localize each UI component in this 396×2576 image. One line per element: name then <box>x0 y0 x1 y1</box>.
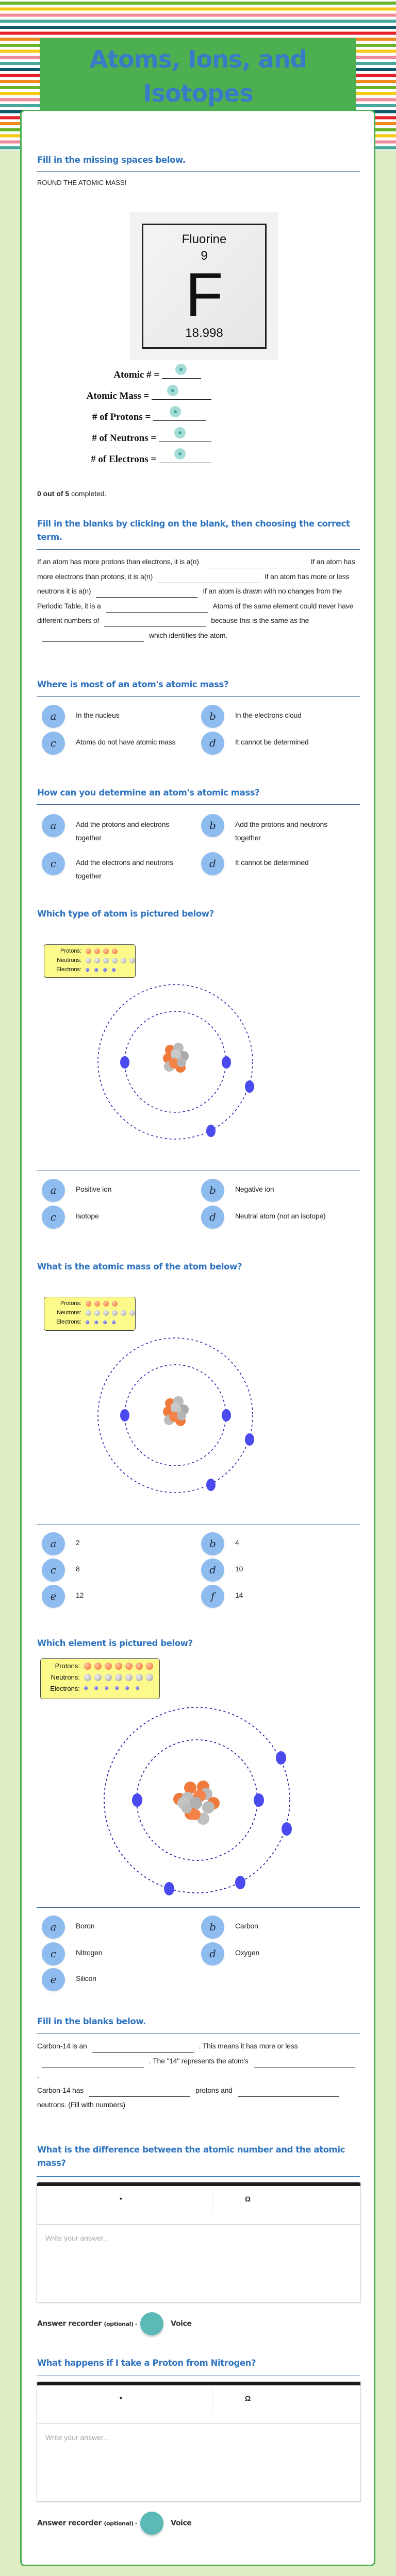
nucleus <box>163 1043 189 1073</box>
element-symbol: F <box>185 260 223 329</box>
option-letter-bubble[interactable]: c <box>42 732 65 755</box>
legend-neutron-dot <box>136 1674 143 1681</box>
legend-proton-dot <box>112 1301 118 1307</box>
legend-proton-dot <box>115 1663 122 1670</box>
legend-proton-dot <box>105 1663 112 1670</box>
option-c[interactable] <box>42 1942 196 1966</box>
legend-label: Electrons: <box>56 1319 81 1325</box>
paragraph-text: because this is the same as the <box>211 616 309 624</box>
legend-label: Protons: <box>60 948 81 954</box>
option-text: 10 <box>235 1565 243 1573</box>
legend-neutron-dot <box>121 1310 126 1316</box>
atom-diagram <box>93 1332 263 1502</box>
option-text: Add the protons and electrons together <box>76 820 169 842</box>
option-letter-bubble[interactable]: b <box>201 1532 224 1555</box>
option-a[interactable] <box>42 705 196 728</box>
electrons <box>120 1056 254 1137</box>
legend-label: Electrons: <box>50 1685 80 1692</box>
legend-proton-dot <box>84 1663 91 1670</box>
option-letter-bubble[interactable]: b <box>201 1179 224 1202</box>
legend-proton-dot <box>112 948 118 954</box>
paragraph-text: Carbon-14 is an <box>37 2042 87 2050</box>
option-c[interactable] <box>42 1206 196 1229</box>
field-electrons <box>91 453 211 465</box>
option-b[interactable] <box>201 1179 356 1202</box>
legend-electron-dot <box>94 968 98 972</box>
option-letter-bubble[interactable]: a <box>42 1916 65 1939</box>
divider <box>37 2033 360 2034</box>
legend-label: Neutrons: <box>57 957 81 963</box>
drop-target-dot-icon[interactable] <box>167 385 178 396</box>
question-heading: Fill in the blanks by clicking on the blank, then choosing the correct term. <box>37 519 350 542</box>
legend-row-electrons <box>44 1318 135 1326</box>
question-heading: What happens if I take a Proton from Nitrogen? <box>37 2358 256 2368</box>
option-text: Negative ion <box>235 1185 274 1193</box>
legend-neutron-dot <box>146 1674 153 1681</box>
legend-electron-dot <box>94 1320 98 1324</box>
element-name: Fluorine <box>182 232 227 246</box>
option-letter-bubble[interactable]: a <box>42 1532 65 1555</box>
atom-diagram <box>93 979 263 1149</box>
editor-top-bar <box>37 2382 360 2385</box>
legend-electron-dot <box>112 1320 116 1324</box>
field-protons <box>92 411 206 423</box>
option-letter-bubble[interactable]: a <box>42 705 65 728</box>
answer-textarea[interactable] <box>37 2225 360 2302</box>
divider <box>37 696 360 697</box>
legend-row-neutrons <box>44 956 135 964</box>
fill-in-paragraph <box>37 2039 361 2112</box>
option-letter-bubble[interactable]: d <box>201 732 224 755</box>
progress-count: 0 out of 5 <box>37 489 70 498</box>
drop-target-dot-icon[interactable] <box>174 427 186 438</box>
legend-label: Protons: <box>60 1300 81 1307</box>
paragraph-text: which identifies the atom. <box>149 631 227 639</box>
option-text: Add the electrons and neutrons together <box>76 858 173 880</box>
toolbar-separator <box>212 2388 213 2412</box>
legend-neutron-dot <box>94 958 100 963</box>
option-c[interactable] <box>42 852 196 880</box>
legend-neutron-dot <box>112 958 118 963</box>
electrons <box>120 1409 254 1491</box>
option-a[interactable] <box>42 1532 196 1556</box>
editor-top-bar <box>37 2182 360 2186</box>
legend-neutron-dot <box>115 1674 122 1681</box>
option-text: In the electrons cloud <box>235 711 302 719</box>
option-text: Atoms do not have atomic mass <box>76 738 176 746</box>
option-letter-bubble[interactable]: d <box>201 852 224 875</box>
option-letter-bubble[interactable]: d <box>201 1558 224 1582</box>
drop-target[interactable] <box>159 432 211 442</box>
format-dropdown-caret-icon[interactable]: ▼ <box>119 2396 123 2401</box>
legend-electron-dot <box>94 1686 98 1690</box>
toolbar-separator <box>212 2189 213 2212</box>
legend-proton-dot <box>136 1663 143 1670</box>
legend-row-neutrons <box>44 1309 135 1317</box>
legend-electron-dot <box>103 968 107 972</box>
legend-label: Protons: <box>55 1662 80 1670</box>
legend-row-neutrons <box>41 1672 159 1683</box>
paragraph-text: If an atom has more protons than electrons, it is a(n) <box>37 557 199 566</box>
legend-electron-dot <box>103 1320 107 1324</box>
question-heading: Fill in the missing spaces below. <box>37 155 186 165</box>
option-letter-bubble[interactable]: e <box>42 1585 65 1608</box>
paragraph-text: If an atom has more electrons than protons, it is a(n) <box>37 557 355 581</box>
legend-proton-dot <box>86 948 91 954</box>
blank-input[interactable] <box>89 2086 190 2097</box>
option-letter-bubble[interactable]: c <box>42 1558 65 1582</box>
legend-neutron-dot <box>86 1310 91 1316</box>
legend-electron-dot <box>84 1686 88 1690</box>
option-c[interactable] <box>42 732 196 755</box>
option-letter-bubble[interactable]: b <box>201 1916 224 1939</box>
option-text: Positive ion <box>76 1185 112 1193</box>
paragraph-text: neutrons. (Fill with numbers) <box>37 2100 125 2109</box>
blank-dropdown[interactable] <box>254 2057 355 2067</box>
legend-proton-dot <box>94 1301 100 1307</box>
legend-proton-dot <box>86 1301 91 1307</box>
rich-text-editor <box>37 2182 361 2302</box>
option-letter-bubble[interactable]: c <box>42 852 65 875</box>
blank-dropdown[interactable] <box>106 602 208 613</box>
option-letter-bubble[interactable]: a <box>42 814 65 837</box>
question-heading: Fill in the blanks below. <box>37 2016 146 2026</box>
blank-dropdown[interactable] <box>92 2042 194 2053</box>
paragraph-text: . The "14" represents the atom's <box>149 2056 249 2065</box>
option-d[interactable] <box>201 852 356 876</box>
option-text: Neutral atom (not an isotope) <box>235 1212 326 1220</box>
field-atomic-mass <box>87 390 211 402</box>
paragraph-text: Carbon-14 has <box>37 2086 84 2094</box>
blank-dropdown[interactable] <box>204 557 306 568</box>
legend-neutron-dot <box>84 1674 91 1681</box>
option-text: Nitrogen <box>76 1948 103 1957</box>
blank-dropdown[interactable] <box>96 587 197 598</box>
option-f[interactable] <box>201 1585 356 1608</box>
legend-neutron-dot <box>86 958 91 963</box>
option-letter-bubble[interactable]: c <box>42 1206 65 1229</box>
particle-legend <box>44 1297 136 1331</box>
legend-electron-dot <box>125 1686 129 1690</box>
divider <box>37 549 360 550</box>
option-text: 8 <box>76 1565 80 1573</box>
progress-status <box>37 489 107 498</box>
option-text: Boron <box>76 1922 95 1930</box>
voice-record-button[interactable] <box>140 2312 163 2335</box>
special-character-button[interactable]: Ω <box>245 2394 251 2402</box>
legend-row-protons <box>44 1299 135 1308</box>
legend-neutron-dot <box>103 958 109 963</box>
field-label: # of Neutrons = <box>92 433 157 444</box>
option-text: Silicon <box>76 1974 96 1982</box>
legend-neutron-dot <box>121 958 126 963</box>
option-d[interactable] <box>201 1558 356 1582</box>
option-b[interactable] <box>201 1916 356 1939</box>
option-text: 4 <box>235 1538 239 1547</box>
legend-neutron-dot <box>129 958 135 963</box>
legend-electron-dot <box>112 968 116 972</box>
paragraph-text: . <box>37 2071 39 2079</box>
special-character-button[interactable]: Ω <box>245 2195 251 2203</box>
legend-row-protons <box>41 1661 159 1671</box>
editor-toolbar <box>37 2385 360 2424</box>
progress-suffix: completed. <box>69 489 107 498</box>
particle-legend <box>40 1658 160 1699</box>
option-text: Carbon <box>235 1922 258 1930</box>
page-title: Atoms, Ions, and Isotopes <box>89 45 307 107</box>
option-text: Isotope <box>76 1212 99 1220</box>
title-banner <box>40 38 356 115</box>
nucleus <box>173 1781 220 1825</box>
legend-proton-dot <box>103 1301 109 1307</box>
option-text: Add the protons and neutrons together <box>235 820 327 842</box>
particle-legend <box>44 944 136 978</box>
legend-neutron-dot <box>105 1674 112 1681</box>
legend-proton-dot <box>103 948 109 954</box>
question-heading: Where is most of an atom's atomic mass? <box>37 680 229 689</box>
legend-neutron-dot <box>112 1310 118 1316</box>
divider <box>37 171 360 172</box>
legend-neutron-dot <box>94 1310 100 1316</box>
legend-row-electrons <box>44 965 135 974</box>
blank-input[interactable] <box>238 2086 339 2097</box>
option-text: It cannot be determined <box>235 738 309 746</box>
question-heading: Which element is pictured below? <box>37 1638 193 1648</box>
paragraph-text: Atoms of the same element could never have different numbers of <box>37 601 354 624</box>
blank-dropdown[interactable] <box>42 2057 144 2067</box>
legend-label: Neutrons: <box>51 1673 80 1681</box>
paragraph-text: If an atom has more or less neutrons it is a(n) <box>37 572 350 595</box>
legend-electron-dot <box>86 1320 89 1324</box>
option-letter-bubble[interactable]: d <box>201 1942 224 1965</box>
legend-row-protons <box>44 947 135 955</box>
blank-dropdown[interactable] <box>158 572 259 583</box>
field-atomic-number <box>113 369 201 381</box>
element-number: 9 <box>201 249 208 263</box>
option-d[interactable] <box>201 732 356 755</box>
drop-target-dot-icon[interactable] <box>174 448 186 460</box>
nucleus <box>163 1396 189 1426</box>
option-letter-bubble[interactable]: c <box>42 1942 65 1965</box>
option-text: In the nucleus <box>76 711 120 719</box>
option-a[interactable] <box>42 1179 196 1202</box>
electrons <box>132 1751 292 1895</box>
voice-record-button[interactable] <box>140 2512 163 2535</box>
drop-target-dot-icon[interactable] <box>170 406 181 417</box>
paragraph-text: . This means it has more or less <box>199 2042 298 2050</box>
format-dropdown-caret-icon[interactable]: ▼ <box>119 2196 123 2201</box>
legend-electron-dot <box>105 1686 108 1690</box>
field-label: # of Electrons = <box>91 454 157 465</box>
legend-label: Neutrons: <box>57 1310 81 1316</box>
recorder-label: Answer recorder <box>37 2519 102 2528</box>
recorder-optional-label: (optional) - <box>104 2320 138 2328</box>
answer-recorder <box>37 2512 191 2535</box>
option-letter-bubble[interactable]: e <box>42 1968 65 1991</box>
option-a[interactable] <box>42 814 196 842</box>
instruction-text: ROUND THE ATOMIC MASS! <box>37 179 127 187</box>
paragraph-text: protons and <box>195 2086 233 2094</box>
legend-neutron-dot <box>103 1310 109 1316</box>
fill-in-paragraph <box>37 554 361 642</box>
drop-target[interactable] <box>162 369 201 379</box>
option-letter-bubble[interactable]: b <box>201 814 224 837</box>
option-text: It cannot be determined <box>235 858 309 867</box>
option-e[interactable] <box>42 1968 196 1992</box>
field-neutrons <box>92 432 211 444</box>
drop-target[interactable] <box>159 453 211 463</box>
element-mass: 18.998 <box>185 326 223 340</box>
option-b[interactable] <box>201 705 356 728</box>
answer-textarea[interactable] <box>37 2424 360 2501</box>
legend-neutron-dot <box>94 1674 102 1681</box>
question-heading: What is the difference between the atomic number and the atomic mass? <box>37 2145 345 2168</box>
option-letter-bubble[interactable]: b <box>201 705 224 728</box>
option-b[interactable] <box>201 814 356 842</box>
option-b[interactable] <box>201 1532 356 1556</box>
option-a[interactable] <box>42 1916 196 1939</box>
answer-recorder <box>37 2312 191 2335</box>
rich-text-editor <box>37 2381 361 2502</box>
editor-toolbar <box>37 2186 360 2225</box>
option-d[interactable] <box>201 1942 356 1966</box>
divider <box>37 804 360 805</box>
legend-proton-dot <box>125 1663 133 1670</box>
option-d[interactable] <box>201 1206 356 1229</box>
legend-electron-dot <box>136 1686 139 1690</box>
field-label: Atomic Mass = <box>86 391 150 401</box>
voice-label: Voice <box>171 2319 192 2328</box>
legend-proton-dot <box>94 948 100 954</box>
option-letter-bubble[interactable]: d <box>201 1206 224 1229</box>
option-letter-bubble[interactable]: a <box>42 1179 65 1202</box>
drop-target[interactable] <box>152 390 211 400</box>
drop-target[interactable] <box>153 411 206 421</box>
blank-dropdown[interactable] <box>104 616 206 627</box>
blank-dropdown[interactable] <box>42 631 144 642</box>
option-letter-bubble[interactable]: f <box>201 1585 224 1608</box>
recorder-label: Answer recorder <box>37 2319 102 2328</box>
legend-proton-dot <box>94 1663 102 1670</box>
legend-row-electrons <box>41 1684 159 1694</box>
recorder-optional-label: (optional) - <box>104 2520 138 2527</box>
option-c[interactable] <box>42 1558 196 1582</box>
option-text: 2 <box>76 1538 80 1547</box>
legend-neutron-dot <box>125 1674 133 1681</box>
option-text: 12 <box>76 1591 84 1599</box>
atom-diagram <box>99 1702 295 1898</box>
legend-label: Electrons: <box>56 967 81 973</box>
legend-electron-dot <box>115 1686 119 1690</box>
option-text: Oxygen <box>235 1948 260 1957</box>
element-tile-image <box>130 212 278 360</box>
paragraph-text: If an atom is drawn with no changes from the Periodic Table, it is a <box>37 587 342 610</box>
voice-label: Voice <box>171 2519 192 2528</box>
legend-electron-dot <box>86 968 89 972</box>
field-label: # of Protons = <box>92 412 151 422</box>
divider <box>37 2176 360 2177</box>
question-heading: Which type of atom is pictured below? <box>37 909 214 919</box>
option-e[interactable] <box>42 1585 196 1608</box>
drop-target-dot-icon[interactable] <box>175 364 187 375</box>
option-text: 14 <box>235 1591 243 1599</box>
question-heading: What is the atomic mass of the atom below? <box>37 1262 242 1272</box>
divider <box>37 1907 360 1908</box>
legend-neutron-dot <box>129 1310 135 1316</box>
legend-proton-dot <box>146 1663 153 1670</box>
question-heading: How can you determine an atom's atomic mass? <box>37 788 260 798</box>
field-label: Atomic # = <box>113 369 160 380</box>
